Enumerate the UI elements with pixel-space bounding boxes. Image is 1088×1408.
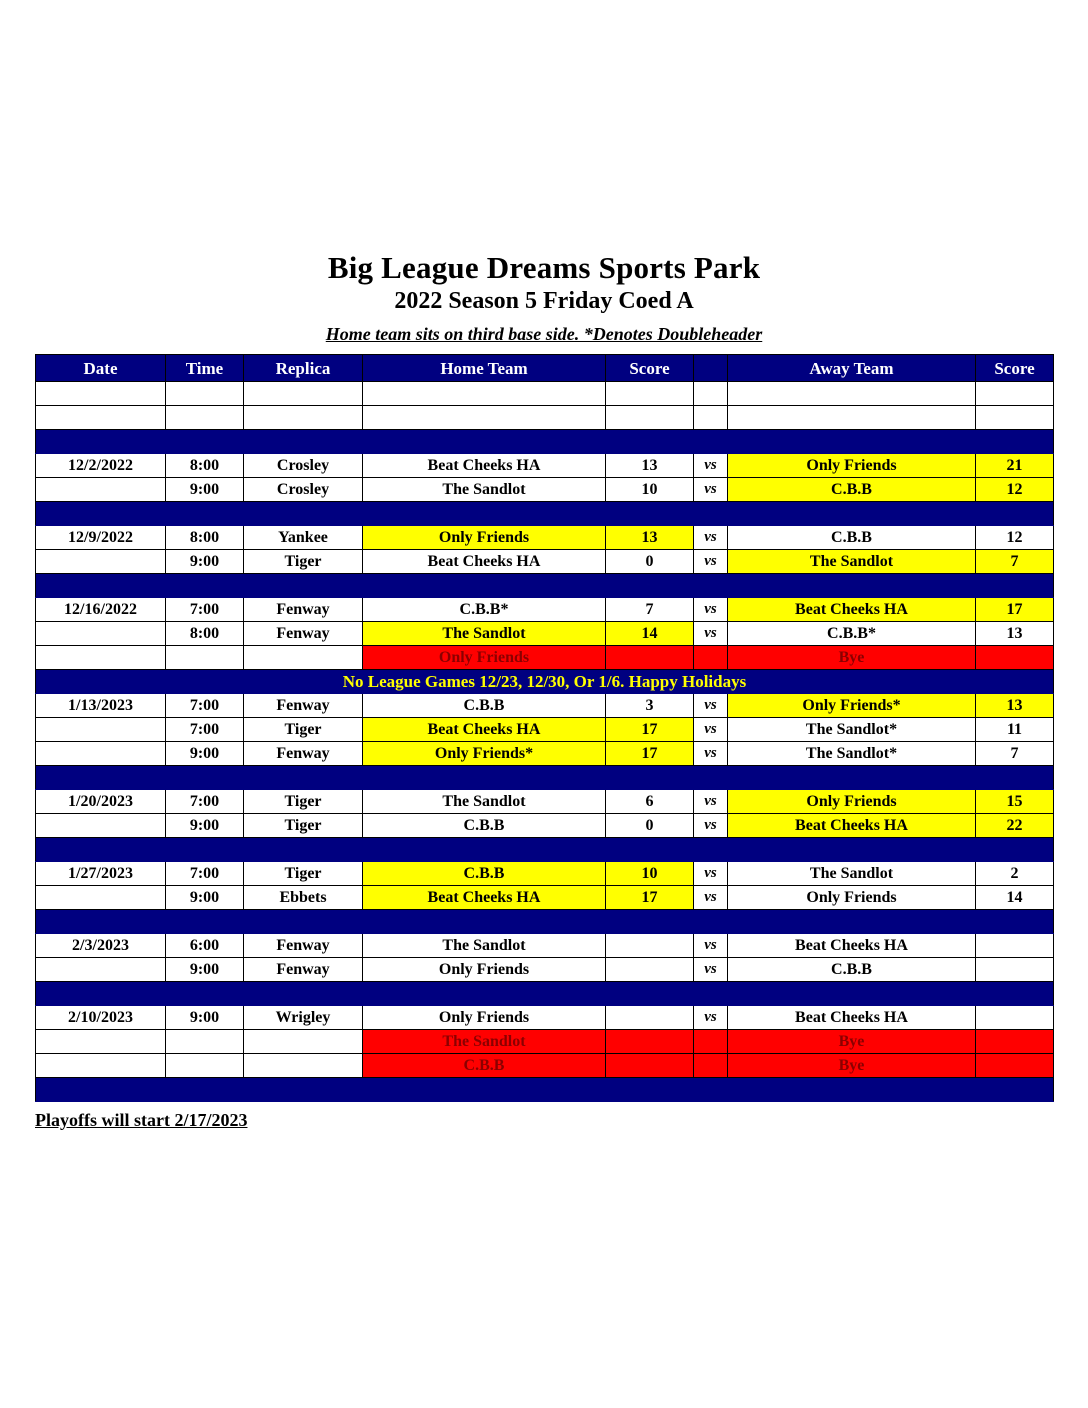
home-team-note: Home team sits on third base side. *Denotes Doubleheader — [325, 324, 763, 344]
replica-cell: Wrigley — [244, 1006, 363, 1030]
home-team-cell: C.B.B — [363, 814, 606, 838]
blank-cell — [166, 406, 244, 430]
vs-cell: vs — [694, 886, 728, 910]
blank-row — [36, 382, 1054, 406]
game-row — [36, 454, 1054, 478]
time-cell: 9:00 — [166, 958, 244, 982]
time-cell — [166, 646, 244, 670]
vs-cell: vs — [694, 550, 728, 574]
away-team-cell: Only Friends — [728, 790, 976, 814]
game-row — [36, 718, 1054, 742]
date-cell: 12/2/2022 — [36, 454, 166, 478]
blank-cell — [606, 406, 694, 430]
home-score-cell: 0 — [606, 814, 694, 838]
game-row — [36, 862, 1054, 886]
away-team-cell: Bye — [728, 1030, 976, 1054]
home-team-cell: Only Friends — [363, 526, 606, 550]
away-score-cell — [976, 1030, 1054, 1054]
away-team-cell: Beat Cheeks HA — [728, 1006, 976, 1030]
sep-row — [36, 574, 1054, 598]
date-cell — [36, 646, 166, 670]
vs-cell: vs — [694, 478, 728, 502]
game-row — [36, 934, 1054, 958]
replica-cell: Fenway — [244, 598, 363, 622]
date-cell: 12/9/2022 — [36, 526, 166, 550]
away-score-cell: 7 — [976, 742, 1054, 766]
time-cell: 9:00 — [166, 1006, 244, 1030]
away-team-cell: Beat Cheeks HA — [728, 598, 976, 622]
time-cell: 9:00 — [166, 478, 244, 502]
vs-cell: vs — [694, 598, 728, 622]
home-team-cell: Beat Cheeks HA — [363, 886, 606, 910]
time-cell: 9:00 — [166, 742, 244, 766]
separator-bar — [36, 766, 1054, 790]
replica-cell: Tiger — [244, 550, 363, 574]
time-cell: 9:00 — [166, 886, 244, 910]
page-title: Big League Dreams Sports Park — [327, 250, 761, 285]
date-cell: 2/10/2023 — [36, 1006, 166, 1030]
vs-cell: vs — [694, 694, 728, 718]
separator-bar — [36, 838, 1054, 862]
schedule-table — [35, 354, 1054, 1102]
away-team-cell: Only Friends — [728, 454, 976, 478]
schedule-body — [36, 382, 1054, 1102]
replica-cell — [244, 646, 363, 670]
away-team-cell: C.B.B — [728, 526, 976, 550]
away-score-cell: 17 — [976, 598, 1054, 622]
away-score-cell — [976, 934, 1054, 958]
away-score-cell: 12 — [976, 478, 1054, 502]
playoffs-note: Playoffs will start 2/17/2023 — [35, 1110, 248, 1130]
home-score-cell: 10 — [606, 862, 694, 886]
home-score-cell: 0 — [606, 550, 694, 574]
date-cell — [36, 718, 166, 742]
vs-cell — [694, 1054, 728, 1078]
away-score-cell — [976, 1054, 1054, 1078]
time-cell: 7:00 — [166, 718, 244, 742]
home-score-cell — [606, 646, 694, 670]
date-cell: 1/20/2023 — [36, 790, 166, 814]
game-row — [36, 622, 1054, 646]
column-header-vs — [694, 355, 728, 382]
game-row — [36, 550, 1054, 574]
game-row — [36, 742, 1054, 766]
bye-row — [36, 1054, 1054, 1078]
replica-cell: Tiger — [244, 790, 363, 814]
blank-cell — [363, 406, 606, 430]
date-cell — [36, 958, 166, 982]
blank-cell — [694, 382, 728, 406]
home-score-cell: 3 — [606, 694, 694, 718]
home-team-cell: C.B.B — [363, 862, 606, 886]
game-row — [36, 814, 1054, 838]
time-cell: 7:00 — [166, 790, 244, 814]
home-team-cell: C.B.B* — [363, 598, 606, 622]
sep-row — [36, 430, 1054, 454]
away-score-cell — [976, 1006, 1054, 1030]
bye-row — [36, 646, 1054, 670]
home-score-cell — [606, 934, 694, 958]
vs-cell — [694, 646, 728, 670]
blank-cell — [36, 382, 166, 406]
home-team-cell: The Sandlot — [363, 790, 606, 814]
away-score-cell: 11 — [976, 718, 1054, 742]
bye-row — [36, 1030, 1054, 1054]
away-team-cell: Beat Cheeks HA — [728, 814, 976, 838]
time-cell: 6:00 — [166, 934, 244, 958]
home-score-cell: 10 — [606, 478, 694, 502]
home-score-cell — [606, 1054, 694, 1078]
home-score-cell: 6 — [606, 790, 694, 814]
date-cell — [36, 814, 166, 838]
time-cell: 9:00 — [166, 814, 244, 838]
game-row — [36, 1006, 1054, 1030]
replica-cell: Yankee — [244, 526, 363, 550]
away-score-cell: 15 — [976, 790, 1054, 814]
replica-cell: Fenway — [244, 958, 363, 982]
away-score-cell: 13 — [976, 694, 1054, 718]
replica-cell: Ebbets — [244, 886, 363, 910]
away-team-cell: C.B.B — [728, 958, 976, 982]
separator-bar — [36, 574, 1054, 598]
vs-cell: vs — [694, 1006, 728, 1030]
time-cell — [166, 1030, 244, 1054]
game-row — [36, 598, 1054, 622]
game-row — [36, 886, 1054, 910]
separator-bar — [36, 982, 1054, 1006]
sep-row — [36, 1078, 1054, 1102]
away-score-cell: 14 — [976, 886, 1054, 910]
vs-cell: vs — [694, 862, 728, 886]
separator-bar — [36, 910, 1054, 934]
sep-row — [36, 910, 1054, 934]
home-score-cell: 17 — [606, 742, 694, 766]
column-header-replica: Replica — [244, 355, 363, 382]
away-team-cell: C.B.B* — [728, 622, 976, 646]
home-score-cell — [606, 1006, 694, 1030]
date-cell — [36, 742, 166, 766]
vs-cell: vs — [694, 790, 728, 814]
away-team-cell: Beat Cheeks HA — [728, 934, 976, 958]
blank-cell — [244, 406, 363, 430]
blank-cell — [363, 382, 606, 406]
blank-cell — [36, 406, 166, 430]
replica-cell: Fenway — [244, 622, 363, 646]
date-cell: 12/16/2022 — [36, 598, 166, 622]
time-cell: 8:00 — [166, 622, 244, 646]
time-cell — [166, 1054, 244, 1078]
header-row — [36, 355, 1054, 382]
vs-cell: vs — [694, 526, 728, 550]
home-score-cell: 7 — [606, 598, 694, 622]
home-score-cell: 13 — [606, 454, 694, 478]
blank-cell — [976, 382, 1054, 406]
page-subtitle: 2022 Season 5 Friday Coed A — [394, 288, 694, 314]
away-team-cell: Bye — [728, 1054, 976, 1078]
game-row — [36, 790, 1054, 814]
date-cell — [36, 1030, 166, 1054]
replica-cell: Tiger — [244, 862, 363, 886]
blank-cell — [728, 382, 976, 406]
game-row — [36, 694, 1054, 718]
blank-cell — [244, 382, 363, 406]
away-team-cell: The Sandlot* — [728, 718, 976, 742]
home-score-cell: 14 — [606, 622, 694, 646]
replica-cell: Fenway — [244, 742, 363, 766]
home-team-cell: Beat Cheeks HA — [363, 718, 606, 742]
blank-cell — [606, 382, 694, 406]
sep-row — [36, 766, 1054, 790]
blank-cell — [694, 406, 728, 430]
away-score-cell: 21 — [976, 454, 1054, 478]
home-team-cell: The Sandlot — [363, 1030, 606, 1054]
home-team-cell: C.B.B — [363, 694, 606, 718]
home-team-cell: The Sandlot — [363, 478, 606, 502]
date-cell — [36, 886, 166, 910]
separator-bar — [36, 1078, 1054, 1102]
away-team-cell: The Sandlot — [728, 862, 976, 886]
away-team-cell: Bye — [728, 646, 976, 670]
away-score-cell: 22 — [976, 814, 1054, 838]
home-team-cell: Beat Cheeks HA — [363, 454, 606, 478]
away-team-cell: The Sandlot — [728, 550, 976, 574]
replica-cell: Fenway — [244, 934, 363, 958]
blank-cell — [166, 382, 244, 406]
home-score-cell: 17 — [606, 718, 694, 742]
vs-cell: vs — [694, 454, 728, 478]
vs-cell — [694, 1030, 728, 1054]
time-cell: 8:00 — [166, 526, 244, 550]
home-team-cell: Only Friends* — [363, 742, 606, 766]
home-team-cell: Only Friends — [363, 646, 606, 670]
date-cell — [36, 1054, 166, 1078]
replica-cell — [244, 1030, 363, 1054]
time-cell: 7:00 — [166, 598, 244, 622]
vs-cell: vs — [694, 622, 728, 646]
column-header-home-team: Home Team — [363, 355, 606, 382]
home-score-cell: 13 — [606, 526, 694, 550]
game-row — [36, 478, 1054, 502]
home-team-cell: Only Friends — [363, 958, 606, 982]
replica-cell: Fenway — [244, 694, 363, 718]
sep-row — [36, 982, 1054, 1006]
game-row — [36, 958, 1054, 982]
column-header-home-score: Score — [606, 355, 694, 382]
away-score-cell — [976, 646, 1054, 670]
vs-cell: vs — [694, 718, 728, 742]
separator-bar — [36, 430, 1054, 454]
column-header-away-score: Score — [976, 355, 1054, 382]
separator-bar — [36, 502, 1054, 526]
home-score-cell — [606, 1030, 694, 1054]
away-team-cell: The Sandlot* — [728, 742, 976, 766]
date-cell — [36, 478, 166, 502]
date-cell: 1/27/2023 — [36, 862, 166, 886]
date-cell — [36, 550, 166, 574]
replica-cell: Crosley — [244, 478, 363, 502]
sep-row — [36, 502, 1054, 526]
column-header-date: Date — [36, 355, 166, 382]
message-row — [36, 670, 1054, 694]
away-score-cell: 13 — [976, 622, 1054, 646]
vs-cell: vs — [694, 814, 728, 838]
away-team-cell: Only Friends* — [728, 694, 976, 718]
away-score-cell: 7 — [976, 550, 1054, 574]
away-team-cell: C.B.B — [728, 478, 976, 502]
vs-cell: vs — [694, 934, 728, 958]
away-score-cell: 2 — [976, 862, 1054, 886]
holiday-message: No League Games 12/23, 12/30, Or 1/6. Happy Holidays — [36, 670, 1054, 694]
date-cell: 2/3/2023 — [36, 934, 166, 958]
column-header-away-team: Away Team — [728, 355, 976, 382]
home-team-cell: Beat Cheeks HA — [363, 550, 606, 574]
blank-row — [36, 406, 1054, 430]
away-team-cell: Only Friends — [728, 886, 976, 910]
away-score-cell: 12 — [976, 526, 1054, 550]
time-cell: 9:00 — [166, 550, 244, 574]
time-cell: 8:00 — [166, 454, 244, 478]
replica-cell — [244, 1054, 363, 1078]
date-cell: 1/13/2023 — [36, 694, 166, 718]
home-team-cell: The Sandlot — [363, 934, 606, 958]
time-cell: 7:00 — [166, 694, 244, 718]
away-score-cell — [976, 958, 1054, 982]
home-score-cell: 17 — [606, 886, 694, 910]
vs-cell: vs — [694, 742, 728, 766]
home-score-cell — [606, 958, 694, 982]
home-team-cell: Only Friends — [363, 1006, 606, 1030]
column-header-time: Time — [166, 355, 244, 382]
replica-cell: Tiger — [244, 814, 363, 838]
date-cell — [36, 622, 166, 646]
replica-cell: Crosley — [244, 454, 363, 478]
blank-cell — [976, 406, 1054, 430]
game-row — [36, 526, 1054, 550]
blank-cell — [728, 406, 976, 430]
home-team-cell: The Sandlot — [363, 622, 606, 646]
home-team-cell: C.B.B — [363, 1054, 606, 1078]
sep-row — [36, 838, 1054, 862]
vs-cell: vs — [694, 958, 728, 982]
replica-cell: Tiger — [244, 718, 363, 742]
time-cell: 7:00 — [166, 862, 244, 886]
